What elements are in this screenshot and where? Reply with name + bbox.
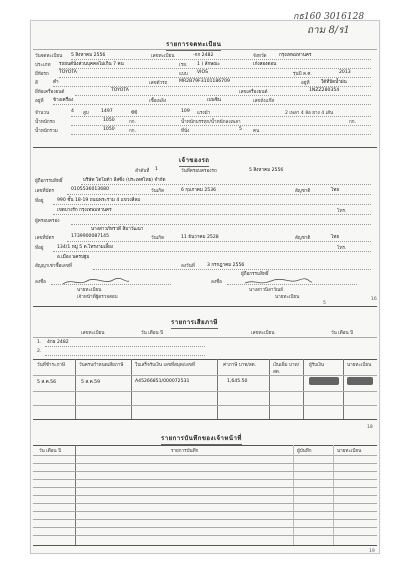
divider <box>33 405 377 406</box>
signature-2-name: นางสาวนิลาวัณย์ <box>249 288 283 293</box>
fill-line <box>81 184 371 185</box>
color: ดำ <box>53 80 59 85</box>
signature-2-caption: ผู้ถือกรรมสิทธิ์ <box>241 272 269 277</box>
fill-line <box>67 194 371 195</box>
registration-page <box>30 12 380 554</box>
signature-scribble <box>61 277 131 287</box>
fill-line <box>53 204 371 205</box>
divider <box>33 337 377 338</box>
contract-date: 3 กรกฎาคม 2556 <box>207 263 245 268</box>
vehicle-body: เก๋งสองตอน <box>253 62 277 67</box>
owner-dob: 6 กุมภาคม 2536 <box>181 188 217 193</box>
officer-section-title: รายการบันทึกของเจ้าหน้าที่ <box>161 435 242 442</box>
fill-line <box>71 59 371 60</box>
row-line <box>33 511 377 512</box>
officer-col-registrar: นายทะเบียน <box>337 449 362 454</box>
signature-2-role: นายทะเบียน <box>275 295 300 300</box>
label-reg-date: วันจดทะเบียน <box>35 54 63 59</box>
fill-line <box>71 134 371 135</box>
fill-line <box>59 77 371 78</box>
row-line <box>33 487 377 488</box>
holder-dob: 11 ธันวาคม 2528 <box>181 235 219 240</box>
label-model: แบบ <box>179 72 188 77</box>
label-kg: กก. <box>349 120 357 125</box>
label-owner-nationality: สัญชาติ <box>295 189 311 194</box>
fill-line <box>75 95 371 96</box>
label-vehicle-weight: น้ำหนักรถ <box>35 120 55 125</box>
handwritten-note-line1: กธ160 3016128 <box>293 12 365 22</box>
label-code: (รย. <box>179 63 188 68</box>
tax-due-date: 5 ส.ค.59 <box>81 380 101 385</box>
tax-table-bottom <box>33 419 377 420</box>
owner-id: 0105536013680 <box>71 187 109 192</box>
side-number: 5 <box>323 301 326 306</box>
label-plate: เลขทะเบียน <box>151 54 175 59</box>
label-owner: ผู้ถือกรรมสิทธิ์ <box>35 179 63 184</box>
possession-date: 5 สิงหาคม 2556 <box>249 168 284 173</box>
fill-line <box>93 269 371 270</box>
tax-col-tax: ค่าภาษี บาท/สต. <box>223 363 257 368</box>
cylinders: 4 <box>71 109 74 114</box>
officer-table-bottom <box>33 545 377 546</box>
label-kg: กก. <box>129 129 137 134</box>
label-owner-id: เลขที่บัตร <box>35 189 54 194</box>
vehicle-weight: 1050 <box>103 118 115 123</box>
label-chassis: เลขตัวรถ <box>149 81 168 86</box>
label-color: สี <box>35 81 38 86</box>
officer-col-date: วัน เดือน ปี <box>39 449 62 454</box>
side-number: 16 <box>371 297 377 302</box>
label-signature-1: ลงชื่อ <box>35 280 46 285</box>
label-engine-location: อยู่ที่ <box>35 99 44 104</box>
label-horsepower: แรงม้า <box>197 111 211 116</box>
label-holder-nationality: สัญชาติ <box>295 236 311 241</box>
tax-row-plate: 4กธ 2482 <box>47 340 69 345</box>
tax-paid-date: 5 ส.ค.56 <box>37 380 57 385</box>
fuel: เบนซิน <box>207 98 221 103</box>
axles-wheels: 2 เพลา 4 ล้อ ยาง 4 เส้น <box>285 111 334 116</box>
label-owner-address: ที่อยู่ <box>35 199 44 204</box>
side-number: 18 <box>367 425 373 430</box>
divider <box>33 49 377 50</box>
holder-id: 1739900087145 <box>71 234 109 239</box>
label-holder-id: เลขที่บัตร <box>35 236 54 241</box>
tax-amount: 1,645.50 <box>227 379 248 384</box>
tax-col-line <box>131 359 132 419</box>
holder-address: 134/1 หมู่ 5 ต.ไทรงามเลี้ยง <box>57 245 114 250</box>
fill-line <box>53 104 371 105</box>
label-contract-date: ลงวันที่ <box>181 264 195 269</box>
chassis-number: MR2B79F3101186709 <box>179 79 230 84</box>
label-signature-2: ลงชื่อ <box>211 280 222 285</box>
row-line <box>33 463 377 464</box>
fill-line <box>53 86 371 87</box>
label-engine-brand: ยี่ห้อเครื่องยนต์ <box>35 90 65 95</box>
label-total-weight: น้ำหนักรวม <box>35 129 58 134</box>
stamp-mark <box>347 377 373 385</box>
label-cylinders: จำนวน <box>35 111 50 116</box>
tax-head-date-2: วัน เดือน ปี <box>331 331 354 336</box>
fill-line <box>45 355 205 356</box>
handwritten-note-line2: ถาม 8/ร1 <box>307 25 350 36</box>
label-owner-phone: โทร. <box>337 209 347 214</box>
label-kg: กก. <box>129 120 137 125</box>
tax-col-receipt: ใบเสร็จรับเงิน เลขที่สมุด/เลขที่ <box>135 363 195 368</box>
label-type: ประเภท <box>35 63 51 68</box>
reg-date: 5 สิงหาคม 2556 <box>71 53 106 58</box>
tax-col-line <box>217 359 218 419</box>
owner-address-line2: เขตบางรัก กรุงเทพมหานคร <box>57 208 112 213</box>
holder-address-line2: อ.เมือง นครปฐม <box>57 255 90 260</box>
tax-table-top <box>33 359 377 360</box>
label-order: ลำดับที่ <box>135 169 150 174</box>
label-holder-dob: วันเกิด <box>151 236 165 241</box>
tax-row-number: 2. <box>37 349 42 354</box>
officer-col-recorder: ผู้บันทึก <box>297 449 312 454</box>
tax-col-extra: เงินเพิ่ม บาท/สต. <box>273 363 300 375</box>
divider <box>33 455 377 456</box>
tax-col-due-date: วันครบกำหนดเสียภาษี <box>79 363 124 368</box>
fill-line <box>45 346 205 347</box>
row-line <box>33 527 377 528</box>
model: VIOS <box>197 70 209 75</box>
tax-col-line <box>303 359 304 419</box>
stamp-mark <box>309 377 339 385</box>
chassis-location: ใต้ที่ปัดน้ำฝน <box>321 80 347 85</box>
seats: 5 <box>239 127 242 132</box>
fill-line <box>59 68 371 69</box>
engine-number: 1NZZ280354 <box>309 88 340 93</box>
label-cylinder-unit: สูบ <box>83 111 89 116</box>
holder-name: นางสาวภัทรวดี สิมาวัฒนา <box>91 227 144 232</box>
label-load: น้ำหนักบรรทุก/น้ำหนักลงเพลา <box>181 120 241 125</box>
owner-name: บริษัท โตโยต้า ลีสซิ่ง (ประเทศไทย) จำกัด <box>83 178 166 183</box>
divider <box>33 147 377 148</box>
label-gas-tank: เลขถังแก๊ส <box>253 99 275 104</box>
tax-section-title: รายการเสียภาษี <box>171 319 218 326</box>
label-cc: ซีซี <box>131 111 138 116</box>
fill-line <box>71 116 371 117</box>
label-year: รุ่นปี ค.ศ. <box>293 72 312 77</box>
row-line <box>33 495 377 496</box>
fill-line <box>71 224 371 225</box>
label-brand: ยี่ห้อรถ <box>35 72 49 77</box>
owner-section-title: เจ้าของรถ <box>179 157 210 164</box>
signature-scribble <box>243 277 313 287</box>
label-contract: สัญญาเช่าซื้อเลขที่ <box>35 264 72 269</box>
row-line <box>33 503 377 504</box>
holder-nationality: ไทย <box>331 235 340 240</box>
row-line <box>33 535 377 536</box>
tax-row-number: 1. <box>37 340 42 345</box>
signature-1-caption: นายทะเบียน <box>77 288 102 293</box>
tax-head-plate: เลขทะเบียน <box>81 331 105 336</box>
vehicle-type: รถยนต์นั่งส่วนบุคคลไม่เกิน 7 คน <box>59 62 124 67</box>
tax-head-date: วัน เดือน ปี <box>141 331 164 336</box>
label-holder-address: ที่อยู่ <box>35 246 44 251</box>
label-owner-dob: วันเกิด <box>151 189 165 194</box>
label-seats: ที่นั่ง <box>181 129 190 134</box>
fill-line <box>67 241 371 242</box>
row-line <box>33 519 377 520</box>
vehicle-section-title: รายการจดทะเบียน <box>166 41 222 48</box>
engine-brand: TOYOTA <box>111 88 129 93</box>
owner-nationality: ไทย <box>331 188 340 193</box>
horsepower: 109 <box>181 109 190 114</box>
engine-cc: 1497 <box>101 109 113 114</box>
label-fuel: เชื้อเพลิง <box>149 99 167 104</box>
tax-col-line <box>343 359 344 419</box>
label-holder-phone: โทร. <box>337 246 347 251</box>
label-possession-date: วันที่ครอบครองรถ <box>181 169 217 174</box>
total-weight: 1050 <box>103 127 115 132</box>
tax-receipt: A45266851/000072531 <box>135 379 190 384</box>
plate-number: -กก 2482 <box>193 53 214 58</box>
divider <box>33 375 377 376</box>
tax-col-line <box>75 359 76 419</box>
label-holder: ผู้ครอบครอง <box>35 219 60 224</box>
divider <box>33 391 377 392</box>
label-persons: คน <box>253 129 260 134</box>
order-number: 1 <box>155 167 158 172</box>
model-year: 2013 <box>339 70 351 75</box>
brand: TOYOTA <box>59 70 77 75</box>
row-line <box>33 479 377 480</box>
officer-table-top <box>33 445 377 446</box>
engine-location: ข้างเครื่อง <box>53 98 74 103</box>
divider <box>33 306 377 307</box>
label-chassis-location: อยู่ที่ <box>301 81 310 86</box>
tax-col-paid-date: วันที่ชำระภาษี <box>37 363 66 368</box>
signature-1-role: เจ้าหน้าที่ผู้ตรวจสอบ <box>77 295 118 300</box>
vehicle-code: 1 ) ลักษณะ <box>197 62 220 67</box>
tax-col-receiver: ผู้รับเงิน <box>309 363 325 368</box>
tax-col-line <box>269 359 270 419</box>
tax-head-plate-2: เลขทะเบียน <box>251 331 275 336</box>
officer-col-note: รายการบันทึก <box>171 449 199 454</box>
province: กรุงเทพมหานคร <box>279 53 312 58</box>
label-province: จังหวัด <box>253 54 267 59</box>
footer-number: 19 <box>369 549 375 554</box>
label-engine-number: เลขเครื่องยนต์ <box>239 90 268 95</box>
tax-col-registrar: นายทะเบียน <box>347 363 372 368</box>
fill-line <box>53 214 371 215</box>
row-line <box>33 471 377 472</box>
fill-line <box>71 125 371 126</box>
owner-address: 990 ชั้น 18-19 ถนนพระราม 4 แขวงสีลม <box>57 198 141 203</box>
fill-line <box>53 251 371 252</box>
